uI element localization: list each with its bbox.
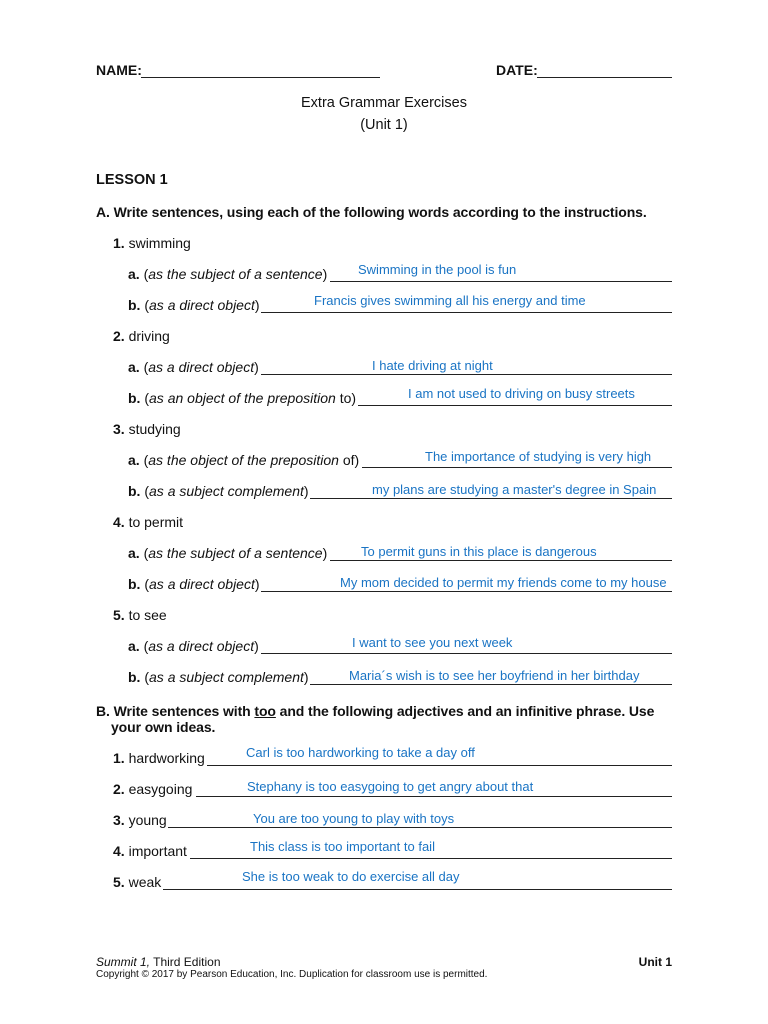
answer-a3b: my plans are studying a master's degree in Spain bbox=[372, 482, 657, 497]
name-label: NAME: bbox=[96, 62, 142, 78]
answer-b1: Carl is too hardworking to take a day off bbox=[246, 745, 475, 760]
answer-b5: She is too weak to do exercise all day bbox=[242, 869, 460, 884]
item-a3a-prompt: a. (as the object of the preposition of) bbox=[128, 452, 360, 468]
answer-line[interactable] bbox=[207, 765, 672, 766]
item-b4: 4. important bbox=[113, 843, 187, 859]
item-a2a-prompt: a. (as a direct object) bbox=[128, 359, 259, 375]
answer-line[interactable] bbox=[310, 498, 672, 499]
item-a5b-prompt: b. (as a subject complement) bbox=[128, 669, 309, 685]
item-a2: 2. driving bbox=[113, 328, 170, 344]
item-a2b-prompt: b. (as an object of the preposition to) bbox=[128, 390, 357, 406]
answer-line[interactable] bbox=[330, 560, 672, 561]
date-label: DATE: bbox=[496, 62, 538, 78]
item-a3b-prompt: b. (as a subject complement) bbox=[128, 483, 309, 499]
answer-b2: Stephany is too easygoing to get angry about that bbox=[247, 779, 534, 794]
item-a4: 4. to permit bbox=[113, 514, 184, 530]
answer-a1a: Swimming in the pool is fun bbox=[358, 262, 517, 277]
answer-line[interactable] bbox=[196, 796, 672, 797]
answer-line[interactable] bbox=[330, 281, 672, 282]
too-keyword: too bbox=[254, 703, 276, 719]
section-a-instruction bbox=[96, 204, 647, 220]
item-b1: 1. hardworking bbox=[113, 750, 205, 766]
item-a3: 3. studying bbox=[113, 421, 181, 437]
answer-a4b: My mom decided to permit my friends come to my house bbox=[340, 575, 667, 590]
lesson-heading: LESSON 1 bbox=[96, 172, 168, 188]
item-a4b-prompt: b. (as a direct object) bbox=[128, 576, 260, 592]
answer-line[interactable] bbox=[168, 827, 672, 828]
footer-copyright: Copyright © 2017 by Pearson Education, Inc. Duplication for classroom use is permitted. bbox=[96, 969, 488, 980]
answer-line[interactable] bbox=[261, 591, 672, 592]
date-field-line[interactable] bbox=[537, 77, 672, 78]
answer-a4a: To permit guns in this place is dangerous bbox=[361, 544, 597, 559]
section-b-instruction: B. Write sentences with too and the following adjectives and an infinitive phrase. Use bbox=[96, 703, 655, 719]
answer-line[interactable] bbox=[261, 312, 672, 313]
answer-line[interactable] bbox=[310, 684, 672, 685]
item-a1: 1. swimming bbox=[113, 235, 191, 251]
item-a1a-prompt: a. (as the subject of a sentence) bbox=[128, 266, 328, 282]
section-a-label: A. bbox=[96, 204, 110, 220]
answer-line[interactable] bbox=[362, 467, 672, 468]
answer-a5b: Maria´s wish is to see her boyfriend in her birthday bbox=[349, 668, 640, 683]
name-field-line[interactable] bbox=[141, 77, 380, 78]
answer-a1b: Francis gives swimming all his energy and time bbox=[314, 293, 586, 308]
item-b3: 3. young bbox=[113, 812, 167, 828]
section-b-instruction-line2: your own ideas. bbox=[111, 719, 216, 735]
answer-b4: This class is too important to fail bbox=[250, 839, 435, 854]
answer-b3: You are too young to play with toys bbox=[253, 811, 455, 826]
item-b2: 2. easygoing bbox=[113, 781, 193, 797]
answer-a2b: I am not used to driving on busy streets bbox=[408, 386, 635, 401]
item-b5: 5. weak bbox=[113, 874, 162, 890]
item-a1b-prompt: b. (as a direct object) bbox=[128, 297, 260, 313]
page-subtitle: (Unit 1) bbox=[360, 117, 408, 133]
answer-a3a: The importance of studying is very high bbox=[425, 449, 652, 464]
section-a-text: Write sentences, using each of the following words according to the instructions. bbox=[113, 204, 647, 220]
answer-line[interactable] bbox=[358, 405, 672, 406]
footer-unit: Unit 1 bbox=[638, 955, 672, 969]
answer-line[interactable] bbox=[261, 653, 672, 654]
answer-line[interactable] bbox=[190, 858, 672, 859]
answer-a5a: I want to see you next week bbox=[352, 635, 513, 650]
item-a5: 5. to see bbox=[113, 607, 167, 623]
page-title: Extra Grammar Exercises bbox=[301, 95, 467, 111]
answer-line[interactable] bbox=[163, 889, 672, 890]
section-b-label: B. bbox=[96, 703, 110, 719]
item-a5a-prompt: a. (as a direct object) bbox=[128, 638, 259, 654]
footer-book: Summit 1, Third Edition bbox=[96, 955, 221, 969]
answer-a2a: I hate driving at night bbox=[372, 358, 493, 373]
answer-line[interactable] bbox=[261, 374, 672, 375]
item-a4a-prompt: a. (as the subject of a sentence) bbox=[128, 545, 328, 561]
